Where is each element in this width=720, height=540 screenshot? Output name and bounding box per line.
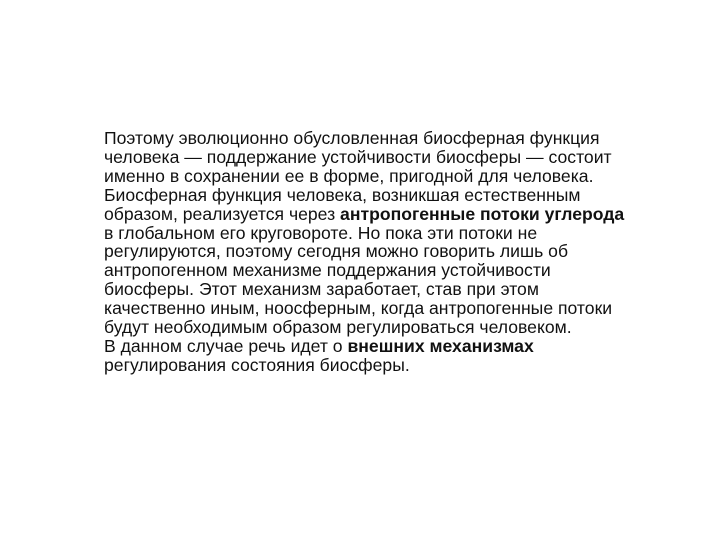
text-line: Биосферная функция человека, возникшая естественным	[104, 184, 581, 205]
text-line: качественно иным, ноосферным, когда антропогенные потоки	[104, 298, 613, 319]
text-line	[70, 205, 680, 224]
text-line: именно в сохранении ее в форме, пригодной для человека.	[104, 165, 594, 186]
text-line: биосферы. Этот механизм заработает, став при этом	[104, 279, 539, 300]
text-line: антропогенном механизме поддержания устойчивости	[104, 260, 551, 281]
text-line: человека — поддержание устойчивости биосферы — состоит	[104, 146, 612, 167]
text-line	[70, 337, 680, 356]
bold-term-external-mechanisms: внешних механизмах	[347, 335, 534, 356]
text-line-prefix: образом, реализуется через	[104, 203, 341, 224]
bold-term-carbon-flows: антропогенные потоки углерода	[340, 203, 625, 224]
text-line: в глобальном его круговороте. Но пока эти потоки не	[104, 222, 538, 243]
text-line: Поэтому эволюционно обусловленная биосферная функция	[104, 128, 600, 148]
paragraph-1	[70, 129, 680, 186]
paragraph-3	[70, 337, 680, 375]
text-line: регулирования состояния биосферы.	[104, 354, 410, 375]
text-line-prefix: В данном случае речь идет о	[104, 335, 348, 356]
text-line: будут необходимым образом регулироваться человеком.	[104, 317, 572, 338]
text-line: регулируются, поэтому сегодня можно говорить лишь об	[104, 241, 569, 262]
slide-text-block	[70, 129, 680, 375]
paragraph-2	[70, 186, 680, 337]
